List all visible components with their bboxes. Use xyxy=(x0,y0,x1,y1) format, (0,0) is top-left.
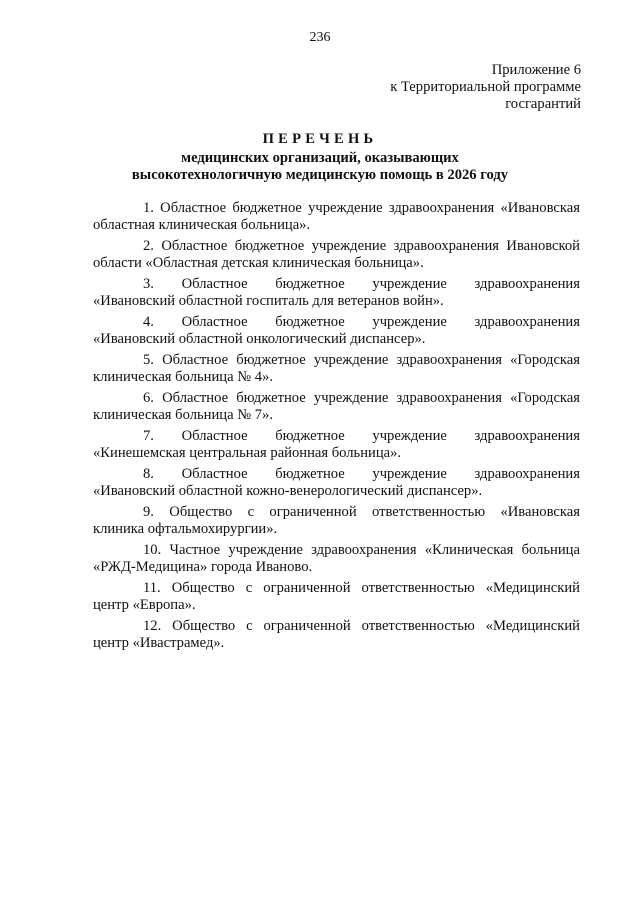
title-block xyxy=(60,130,580,184)
list-item-first-line xyxy=(143,238,580,255)
list-item-first-line xyxy=(143,428,580,445)
list-item xyxy=(93,428,580,462)
list-item-word: Частное xyxy=(169,542,221,558)
list-item-first-line xyxy=(143,466,580,483)
list-item-word: 12. xyxy=(143,618,162,634)
list-item-second-line: «Ивановский областной госпиталь для ветеранов войн». xyxy=(93,293,444,309)
list-item-word: «Клиническая xyxy=(424,542,514,558)
list-item-word: бюджетное xyxy=(232,200,302,216)
list-item-first-line xyxy=(143,276,580,293)
list-item-word: ответственностью xyxy=(361,618,475,634)
list-item-word: Общество xyxy=(171,580,235,596)
list-item-word: Областное xyxy=(181,466,248,482)
list-item-word: 6. xyxy=(143,390,154,406)
list-item-word: 11. xyxy=(143,580,161,596)
list-item xyxy=(93,580,580,614)
list-item-word: учреждение xyxy=(311,238,387,254)
list-item-word: Областное xyxy=(162,390,229,406)
list-item-word: ограниченной xyxy=(263,618,351,634)
list-item xyxy=(93,314,580,348)
list-item-word: «Медицинский xyxy=(485,580,580,596)
list-item-word: с xyxy=(245,580,253,596)
list-item-second-line: «Ивановский областной онкологический диспансер». xyxy=(93,331,426,347)
list-item-word: 1. xyxy=(143,200,154,216)
list-item-second-line: центр «Европа». xyxy=(93,597,196,613)
list-item-word: здравоохранения xyxy=(474,428,580,444)
list-item xyxy=(93,542,580,576)
list-item-word: ответственностью xyxy=(371,504,486,520)
list-item xyxy=(93,618,580,652)
list-item-word: здравоохранения xyxy=(396,352,502,368)
list-item-word: ограниченной xyxy=(269,504,357,520)
appendix-line: госгарантий xyxy=(505,96,581,112)
list-item-word: с xyxy=(247,504,255,520)
list-item-second-line: областная клиническая больница». xyxy=(93,217,311,233)
list-item-word: учреждение xyxy=(308,200,383,216)
document-subtitle: высокотехнологичную медицинскую помощь в 2026 году xyxy=(131,167,509,183)
appendix-line: Приложение 6 xyxy=(491,62,581,78)
list-item-first-line xyxy=(143,390,580,407)
list-item xyxy=(93,276,580,310)
appendix-header xyxy=(390,62,581,113)
list-item xyxy=(93,466,580,500)
list-item-word: 5. xyxy=(143,352,154,368)
list-item-second-line: клиническая больница № 4». xyxy=(93,369,274,385)
list-item-word: бюджетное xyxy=(234,238,305,254)
list-item-word: здравоохранения xyxy=(311,542,417,558)
list-item-word: учреждение xyxy=(372,276,447,292)
list-item-word: бюджетное xyxy=(275,466,345,482)
list-item-word: бюджетное xyxy=(236,390,306,406)
list-item-word: Областное xyxy=(162,352,229,368)
list-item-word: учреждение xyxy=(313,390,389,406)
list-item-word: 2. xyxy=(143,238,154,254)
list-item-word: здравоохранения xyxy=(474,276,580,292)
list-item-word: Областное xyxy=(160,200,227,216)
list-item-second-line: «Ивановский областной кожно-венерологический диспансер». xyxy=(93,483,483,499)
page-number: 236 xyxy=(309,30,331,45)
list-item-word: бюджетное xyxy=(275,428,345,444)
appendix-line: к Территориальной программе xyxy=(390,79,581,95)
list-item xyxy=(93,200,580,234)
list-item-first-line xyxy=(143,618,580,635)
list-item xyxy=(93,238,580,272)
list-item-word: Областное xyxy=(181,276,248,292)
list-item-word: 7. xyxy=(143,428,154,444)
list-item-first-line xyxy=(143,352,580,369)
list-item-word: 9. xyxy=(143,504,154,520)
list-item-word: Общество xyxy=(169,504,233,520)
list-item-first-line xyxy=(143,542,580,559)
list-item-word: бюджетное xyxy=(275,314,345,330)
list-item-word: 3. xyxy=(143,276,154,292)
list-item-word: здравоохранения xyxy=(388,200,495,216)
document-title: ПЕРЕЧЕНЬ xyxy=(262,131,378,147)
list-item-second-line: клиническая больница № 7». xyxy=(93,407,274,423)
list-item-first-line xyxy=(143,200,580,217)
list-item-word: Областное xyxy=(181,428,248,444)
organization-list xyxy=(93,200,580,656)
list-item-second-line: области «Областная детская клиническая больница». xyxy=(93,255,424,271)
list-item-second-line: центр «Ивастрамед». xyxy=(93,635,225,651)
list-item-word: здравоохранения xyxy=(474,314,580,330)
list-item-word: здравоохранения xyxy=(396,390,502,406)
list-item xyxy=(93,352,580,386)
list-item xyxy=(93,504,580,538)
list-item-word: здравоохранения xyxy=(393,238,500,254)
list-item-word: больница xyxy=(521,542,580,558)
list-item-word: 10. xyxy=(143,542,162,558)
list-item xyxy=(93,390,580,424)
list-item-second-line: «РЖД-Медицина» города Иваново. xyxy=(93,559,313,575)
list-item-word: учреждение xyxy=(372,466,447,482)
list-item-second-line: клиника офтальмохирургии». xyxy=(93,521,278,537)
list-item-word: бюджетное xyxy=(236,352,306,368)
list-item-word: «Городская xyxy=(510,352,580,368)
list-item-word: бюджетное xyxy=(275,276,345,292)
list-item-second-line: «Кинешемская центральная районная больница». xyxy=(93,445,402,461)
list-item-word: «Ивановская xyxy=(500,504,580,520)
list-item-word: учреждение xyxy=(372,428,447,444)
list-item-first-line xyxy=(143,580,580,597)
document-subtitle: медицинских организаций, оказывающих xyxy=(181,150,459,166)
list-item-word: здравоохранения xyxy=(474,466,580,482)
list-item-word: учреждение xyxy=(313,352,389,368)
list-item-word: Областное xyxy=(161,238,228,254)
list-item-first-line xyxy=(143,314,580,331)
list-item-word: учреждение xyxy=(228,542,303,558)
list-item-word: «Ивановская xyxy=(500,200,580,216)
list-item-word: 8. xyxy=(143,466,154,482)
list-item-word: Областное xyxy=(181,314,248,330)
list-item-word: ответственностью xyxy=(361,580,475,596)
list-item-word: 4. xyxy=(143,314,154,330)
list-item-word: ограниченной xyxy=(263,580,351,596)
list-item-word: «Городская xyxy=(510,390,580,406)
list-item-word: учреждение xyxy=(372,314,447,330)
list-item-word: «Медицинский xyxy=(485,618,580,634)
list-item-first-line xyxy=(143,504,580,521)
list-item-word: с xyxy=(246,618,253,634)
list-item-word: Ивановской xyxy=(506,238,580,254)
list-item-word: Общество xyxy=(172,618,236,634)
